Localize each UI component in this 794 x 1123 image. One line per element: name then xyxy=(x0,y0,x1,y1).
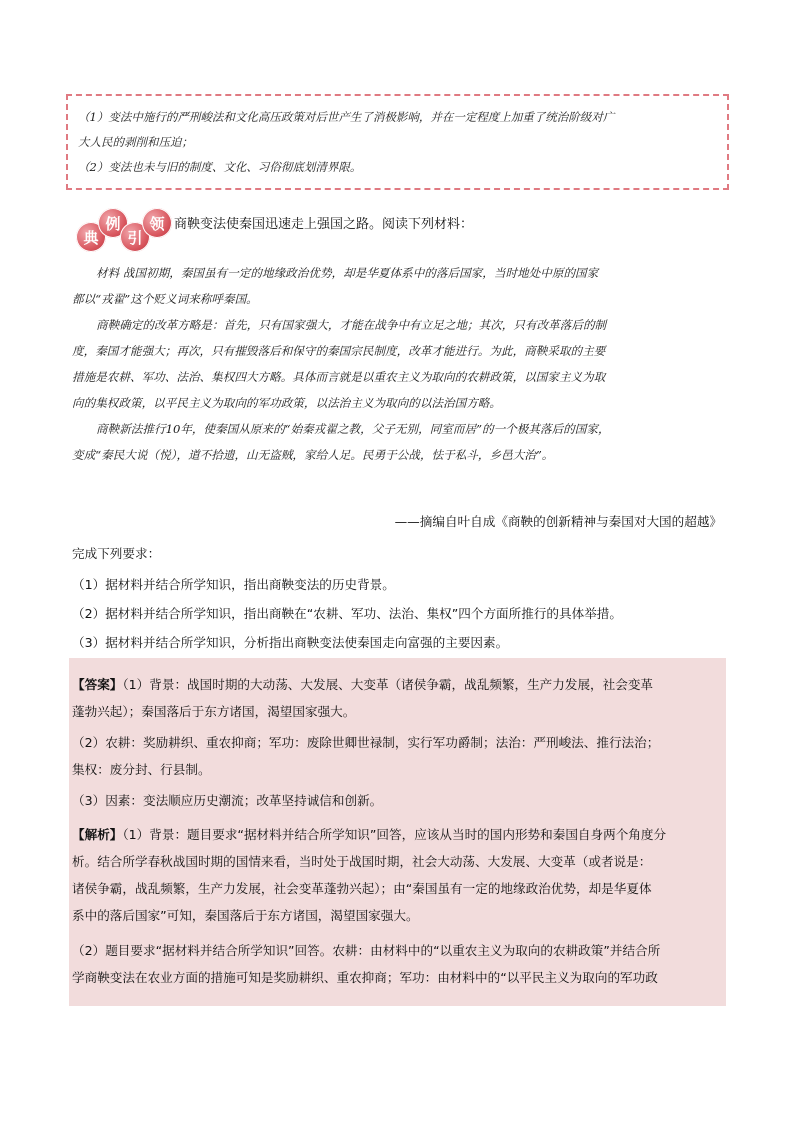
analysis-line: 诸侯争霸，战乱频繁，生产力发展，社会变革蓬勃兴起）；由“秦国虽有一定的地缘政治优势，却是华夏体 xyxy=(72,881,652,896)
question-item: （2）据材料并结合所学知识，指出商鞅在“农耕、军功、法治、集权”四个方面所推行的具体举措。 xyxy=(72,606,622,621)
answer-line: （3）因素：变法顺应历史潮流；改革坚持诚信和创新。 xyxy=(72,793,383,808)
material-line: 措施是农耕、军功、法治、集权四大方略。具体而言就是以重农主义为取向的农耕政策，以国家主义为取 xyxy=(72,370,606,384)
analysis-text: （1）背景：题目要求“据材料并结合所学知识”回答，应该从当时的国内形势和秦国自身两个角度分 xyxy=(122,827,667,842)
badge-char: 领 xyxy=(142,208,172,238)
question-lead: 商鞅变法使秦国迅速走上强国之路。阅读下列材料： xyxy=(174,217,474,232)
answer-tag: 【答案】 xyxy=(72,677,123,692)
analysis-line: （2）题目要求“据材料并结合所学知识”回答。农耕：由材料中的“以重农主义为取向的农耕政策”并结合所 xyxy=(72,943,661,958)
material-line: 都以“戎翟”这个贬义词来称呼秦国。 xyxy=(72,292,258,306)
material-line: 商鞅新法推行10年，使秦国从原来的“始秦戎翟之教，父子无别，同室而居”的一个极其落后的国家， xyxy=(96,422,610,436)
answer-block xyxy=(72,671,722,814)
question-item: （3）据材料并结合所学知识，分析指出商鞅变法使秦国走向富强的主要因素。 xyxy=(72,635,509,650)
material-line: 商鞅确定的改革方略是：首先，只有国家强大，才能在战争中有立足之地；其次，只有改革落后的制 xyxy=(96,318,607,332)
analysis-line: 系中的落后国家”可知，秦国落后于东方诸国，渴望国家强大。 xyxy=(72,908,419,923)
summary-line: 大人民的剥削和压迫； xyxy=(78,135,193,149)
material-line: 度，秦国才能强大；再次，只有摧毁落后和保守的秦国宗民制度，改革才能进行。为此，商鞅采取的主要 xyxy=(72,344,606,358)
analysis-tag: 【解析】 xyxy=(72,827,123,842)
badge-char: 例 xyxy=(98,208,128,238)
material-line: 变成“秦民大说（悦），道不拾遗，山无盗贼，家给人足。民勇于公战，怯于私斗，乡邑大治”。 xyxy=(72,448,554,462)
analysis-line xyxy=(72,821,722,848)
answer-text: （1）背景：战国时期的大动荡、大发展、大变革（诸侯争霸，战乱频繁，生产力发展，社会变革 xyxy=(122,677,654,692)
questions-intro: 完成下列要求： xyxy=(72,546,161,561)
answer-line xyxy=(72,671,722,698)
question-item: （1）据材料并结合所学知识，指出商鞅变法的历史背景。 xyxy=(72,577,395,592)
summary-line: （1）变法中施行的严刑峻法和文化高压政策对后世产生了消极影响，并在一定程度上加重了统治阶级对广 xyxy=(78,110,615,124)
example-badge xyxy=(70,208,180,258)
summary-box xyxy=(66,94,729,190)
answer-line: 蓬勃兴起）；秦国落后于东方诸国，渴望国家强大。 xyxy=(72,704,356,719)
analysis-line: 析。结合所学春秋战国时期的国情来看，当时处于战国时期，社会大动荡、大发展、大变革（或者说是： xyxy=(72,854,652,869)
badge-char: 引 xyxy=(120,222,150,252)
material-line: 向的集权政策，以平民主义为取向的军功政策，以法治主义为取向的以法治国方略。 xyxy=(72,396,501,410)
answer-line: （2）农耕：奖励耕织、重农抑商；军功：废除世卿世禄制，实行军功爵制；法治：严刑峻法、推行法治； xyxy=(72,735,660,750)
summary-line: （2）变法也未与旧的制度、文化、习俗彻底划清界限。 xyxy=(78,160,362,174)
badge-char: 典 xyxy=(76,222,106,252)
material-block xyxy=(72,260,722,468)
source-citation: ——摘编自叶自成《商鞅的创新精神与秦国对大国的超越》 xyxy=(394,514,722,529)
analysis-line: 学商鞅变法在农业方面的措施可知是奖励耕织、重农抑商；军功：由材料中的“以平民主义为取向的军功政 xyxy=(72,970,658,985)
analysis-block xyxy=(72,821,722,991)
material-line: 材料 战国初期，秦国虽有一定的地缘政治优势，却是华夏体系中的落后国家，当时地处中原的国家 xyxy=(96,266,599,280)
answer-line: 集权：废分封、行县制。 xyxy=(72,762,211,777)
